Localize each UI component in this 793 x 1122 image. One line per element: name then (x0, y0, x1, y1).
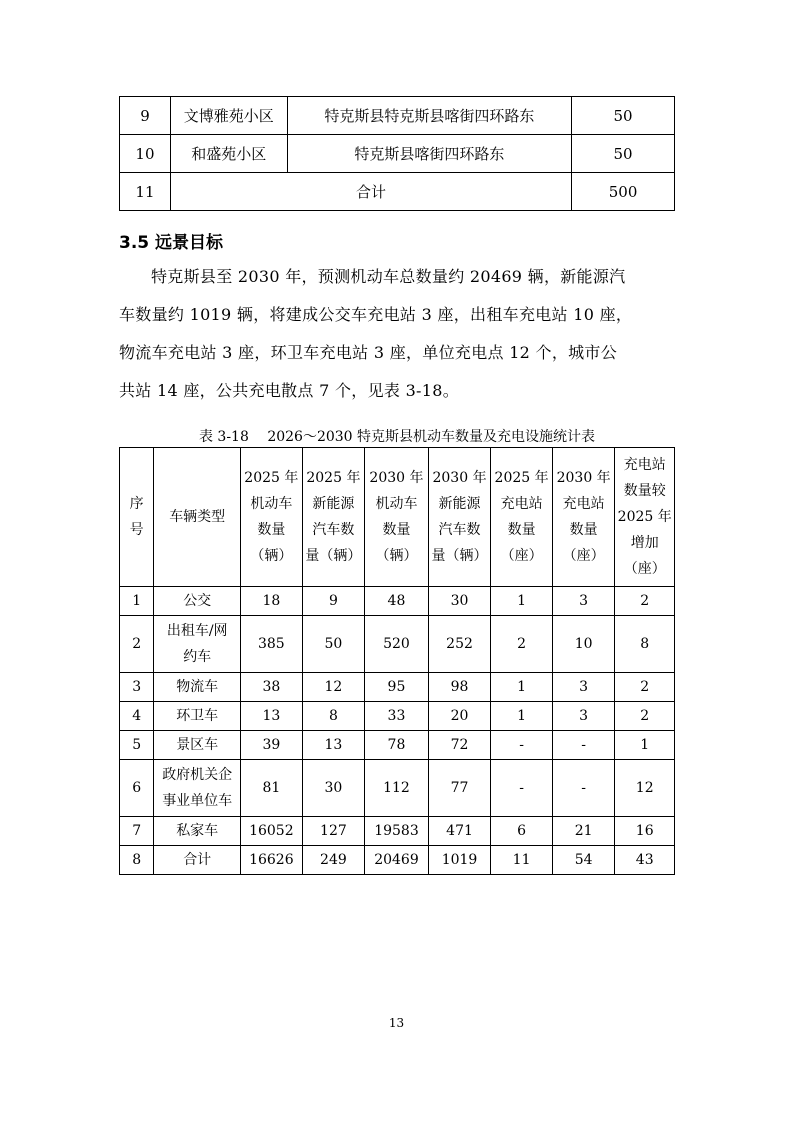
row-number: 1 (120, 587, 154, 616)
vehicle-type-line: 物流车 (176, 679, 219, 695)
column-header (615, 448, 675, 587)
table-cell: 95 (365, 673, 429, 702)
column-header (491, 448, 553, 587)
table-cell: - (491, 731, 553, 760)
vehicle-type (154, 731, 241, 760)
table-row (120, 97, 675, 135)
header-line: 数量较 (623, 483, 666, 499)
table-header-row (120, 448, 675, 587)
header-line: 新能源 (312, 496, 355, 512)
header-line: 2030 年 (369, 470, 424, 486)
vehicle-type (154, 587, 241, 616)
row-number: 6 (120, 760, 154, 817)
table-cell: - (491, 760, 553, 817)
vehicle-type-line: 政府机关企 (162, 767, 233, 783)
header-line: 充电站 (562, 496, 605, 512)
table-cell: 48 (365, 587, 429, 616)
column-header (302, 448, 365, 587)
table-cell: 98 (428, 673, 491, 702)
header-line: （座） (623, 561, 666, 577)
table-cell: 81 (241, 760, 303, 817)
vehicle-type (154, 817, 241, 846)
table-cell: 1019 (428, 846, 491, 875)
row-number: 5 (120, 731, 154, 760)
table-row (120, 702, 675, 731)
header-line: 数量 (382, 522, 411, 538)
table-cell: 520 (365, 616, 429, 673)
table-cell: 3 (552, 673, 615, 702)
header-line: （座） (562, 548, 605, 564)
table-cell: 19583 (365, 817, 429, 846)
vehicle-type (154, 846, 241, 875)
vehicle-type-line: 约车 (183, 649, 212, 665)
header-line: 汽车数 (438, 522, 481, 538)
table-cell: 30 (428, 587, 491, 616)
table-cell: 20 (428, 702, 491, 731)
table-row (120, 760, 675, 817)
column-header (552, 448, 615, 587)
table-cell: 1 (491, 587, 553, 616)
table-row (120, 616, 675, 673)
table-cell: 13 (302, 731, 365, 760)
table-total-row (120, 173, 675, 211)
vehicle-type-line: 公交 (183, 593, 212, 609)
vehicle-type (154, 673, 241, 702)
header-line: 充电站 (623, 457, 666, 473)
table-caption: 表 3-18 2026～2030 特克斯县机动车数量及充电设施统计表 (198, 429, 596, 445)
section-heading: 3.5 远景目标 (119, 233, 224, 253)
vehicle-type-line: 私家车 (176, 823, 219, 839)
table-row (120, 673, 675, 702)
row-number: 8 (120, 846, 154, 875)
header-line: 新能源 (438, 496, 481, 512)
header-line: 2025 年 (494, 470, 549, 486)
table-cell: 11 (491, 846, 553, 875)
site-address: 特克斯县喀街四环路东 (287, 135, 571, 173)
total-label: 合计 (170, 173, 571, 211)
table-row (120, 731, 675, 760)
charger-count: 50 (572, 135, 675, 173)
page-number: 13 (388, 1016, 405, 1030)
vehicle-type-line: 景区车 (176, 737, 219, 753)
vehicle-type (154, 760, 241, 817)
header-line: 2030 年 (432, 470, 487, 486)
table-cell: 2 (615, 702, 675, 731)
header-line: 汽车数 (312, 522, 355, 538)
table-cell: 77 (428, 760, 491, 817)
charger-count: 50 (572, 97, 675, 135)
table-cell: 78 (365, 731, 429, 760)
table-cell: 2 (615, 587, 675, 616)
paragraph-line: 共站 14 座，公共充电散点 7 个，见表 3-18。 (119, 381, 460, 400)
table-cell: 2 (615, 673, 675, 702)
paragraph-line: 特克斯县至 2030 年，预测机动车总数量约 20469 辆，新能源汽 (151, 267, 626, 286)
row-number: 9 (120, 97, 171, 135)
table-cell: 2 (491, 616, 553, 673)
header-line: 2030 年 (556, 470, 611, 486)
vehicle-type-line: 环卫车 (176, 708, 219, 724)
header-line: 2025 年 (306, 470, 361, 486)
table-cell: 33 (365, 702, 429, 731)
table-cell: 30 (302, 760, 365, 817)
table-cell: 13 (241, 702, 303, 731)
table-cell: 3 (552, 587, 615, 616)
total-count: 500 (572, 173, 675, 211)
table-cell: 127 (302, 817, 365, 846)
header-line: （辆） (375, 548, 418, 564)
site-name: 文博雅苑小区 (170, 97, 287, 135)
table-cell: 12 (302, 673, 365, 702)
table-cell: 50 (302, 616, 365, 673)
table-cell: 12 (615, 760, 675, 817)
row-number: 4 (120, 702, 154, 731)
row-number: 10 (120, 135, 171, 173)
row-number: 2 (120, 616, 154, 673)
table-cell: 21 (552, 817, 615, 846)
table-cell: 249 (302, 846, 365, 875)
table-row (120, 587, 675, 616)
row-number: 11 (120, 173, 171, 211)
header-line: 号 (129, 522, 144, 538)
header-line: （辆） (250, 548, 293, 564)
table-cell: 16626 (241, 846, 303, 875)
section-paragraph (119, 258, 675, 410)
table-cell: 72 (428, 731, 491, 760)
table-cell: 1 (491, 702, 553, 731)
table-cell: 16 (615, 817, 675, 846)
paragraph-line: 车数量约 1019 辆，将建成公交车充电站 3 座，出租车充电站 10 座， (119, 305, 633, 324)
vehicle-type-line: 合计 (183, 852, 212, 868)
table-cell: 385 (241, 616, 303, 673)
header-line: 序 (129, 496, 144, 512)
table-cell: 112 (365, 760, 429, 817)
row-number: 7 (120, 817, 154, 846)
site-address: 特克斯县特克斯县喀街四环路东 (287, 97, 571, 135)
site-name: 和盛苑小区 (170, 135, 287, 173)
header-line: 机动车 (250, 496, 293, 512)
table-cell: 8 (615, 616, 675, 673)
table-row (120, 817, 675, 846)
table-cell: 3 (552, 702, 615, 731)
header-line: 数量 (257, 522, 286, 538)
table-cell: 54 (552, 846, 615, 875)
column-header (365, 448, 429, 587)
table-cell: 471 (428, 817, 491, 846)
column-header (241, 448, 303, 587)
table-cell: 20469 (365, 846, 429, 875)
table-cell: 6 (491, 817, 553, 846)
table-cell: 1 (491, 673, 553, 702)
table-row (120, 846, 675, 875)
table-cell: 38 (241, 673, 303, 702)
vehicle-type-line: 出租车/网 (166, 623, 228, 639)
column-header (154, 448, 241, 587)
header-line: （座） (500, 548, 543, 564)
header-line: 数量 (569, 522, 598, 538)
table-cell: 10 (552, 616, 615, 673)
vehicle-type (154, 702, 241, 731)
table-cell: 252 (428, 616, 491, 673)
table-cell: 8 (302, 702, 365, 731)
row-number: 3 (120, 673, 154, 702)
vehicle-type (154, 616, 241, 673)
header-line: 机动车 (375, 496, 418, 512)
table-cell: 43 (615, 846, 675, 875)
table-cell: 1 (615, 731, 675, 760)
vehicle-charging-statistics-table (119, 447, 675, 875)
table-cell: - (552, 760, 615, 817)
header-line: 充电站 (500, 496, 543, 512)
vehicle-type-line: 事业单位车 (162, 793, 233, 809)
table-cell: 16052 (241, 817, 303, 846)
header-line: 2025 年 (617, 509, 672, 525)
header-line: 增加 (630, 535, 659, 551)
header-line: 量（辆） (431, 548, 488, 564)
table-row (120, 135, 675, 173)
column-header (428, 448, 491, 587)
column-header (120, 448, 154, 587)
header-line: 2025 年 (244, 470, 299, 486)
header-line: 车辆类型 (169, 509, 226, 525)
header-line: 数量 (507, 522, 536, 538)
table-cell: 39 (241, 731, 303, 760)
header-line: 量（辆） (305, 548, 362, 564)
paragraph-line: 物流车充电站 3 座，环卫车充电站 3 座，单位充电点 12 个，城市公 (119, 343, 618, 362)
table-cell: - (552, 731, 615, 760)
charging-sites-table-continued (119, 96, 675, 211)
table-cell: 9 (302, 587, 365, 616)
table-cell: 18 (241, 587, 303, 616)
